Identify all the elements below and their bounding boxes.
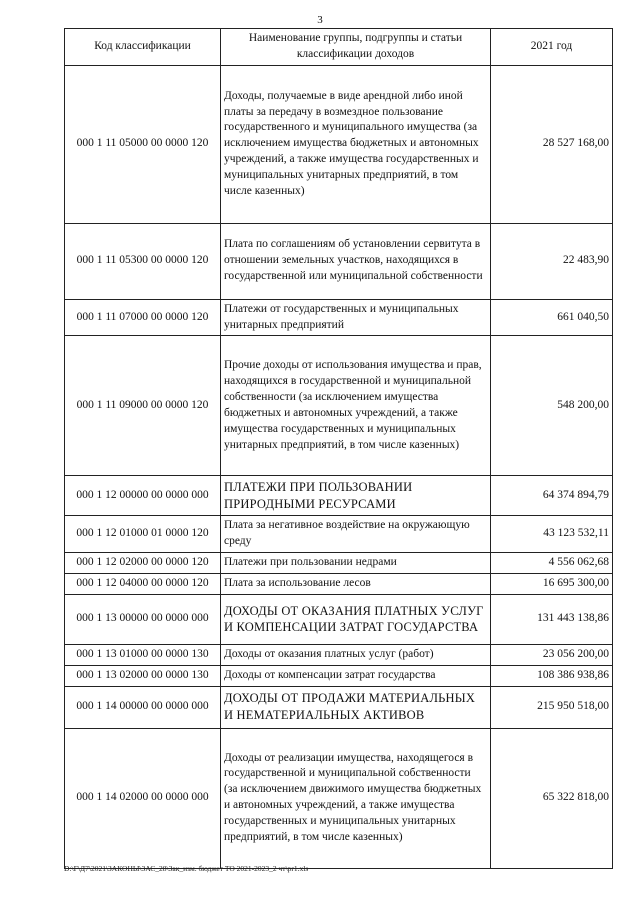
classification-code: 000 1 12 01000 01 0000 120 xyxy=(65,516,221,553)
table-row xyxy=(65,665,613,686)
classification-code: 000 1 11 07000 00 0000 120 xyxy=(65,299,221,336)
table-row xyxy=(65,223,613,299)
table-row xyxy=(65,594,613,644)
revenue-name: Платежи при пользовании недрами xyxy=(221,553,491,574)
classification-code: 000 1 12 00000 00 0000 000 xyxy=(65,476,221,516)
classification-code: 000 1 12 04000 00 0000 120 xyxy=(65,574,221,595)
table-row xyxy=(65,686,613,728)
table-row xyxy=(65,516,613,553)
column-header-year: 2021 год xyxy=(491,29,613,66)
revenue-name: Платежи от государственных и муниципальных унитарных предприятий xyxy=(221,299,491,336)
table-row xyxy=(65,476,613,516)
classification-code: 000 1 12 02000 00 0000 120 xyxy=(65,553,221,574)
table-row xyxy=(65,299,613,336)
revenue-name: Плата по соглашениям об установлении сервитута в отношении земельных участков, находящихся в государственной или муниципальной собственности xyxy=(221,223,491,299)
table-row xyxy=(65,65,613,223)
footer-file-path: D:\Г\Д7\2021\ЗАКОНЫ\ЗАС_28\Зак_изм. бюджет ТО 2021-2023_2 чт\pr1.xls xyxy=(64,864,309,873)
revenue-name: Плата за использование лесов xyxy=(221,574,491,595)
table-header-row xyxy=(65,29,613,66)
classification-code: 000 1 14 00000 00 0000 000 xyxy=(65,686,221,728)
classification-code: 000 1 13 01000 00 0000 130 xyxy=(65,644,221,665)
amount-2021: 16 695 300,00 xyxy=(491,574,613,595)
revenue-name: ПЛАТЕЖИ ПРИ ПОЛЬЗОВАНИИ ПРИРОДНЫМИ РЕСУРСАМИ xyxy=(221,476,491,516)
amount-2021: 108 386 938,86 xyxy=(491,665,613,686)
revenue-name: ДОХОДЫ ОТ ОКАЗАНИЯ ПЛАТНЫХ УСЛУГ И КОМПЕНСАЦИИ ЗАТРАТ ГОСУДАРСТВА xyxy=(221,594,491,644)
amount-2021: 22 483,90 xyxy=(491,223,613,299)
amount-2021: 23 056 200,00 xyxy=(491,644,613,665)
table-row xyxy=(65,553,613,574)
classification-code: 000 1 11 09000 00 0000 120 xyxy=(65,336,221,476)
classification-code: 000 1 11 05300 00 0000 120 xyxy=(65,223,221,299)
classification-code: 000 1 11 05000 00 0000 120 xyxy=(65,65,221,223)
revenue-name: Доходы от реализации имущества, находящегося в государственной и муниципальной собственности (за исключением движимого имущества бюджетных и автономных учреждений, а также имущества государственных и муниципальных унитарных предприятий, в том числе казенных) xyxy=(221,728,491,868)
classification-code: 000 1 13 02000 00 0000 130 xyxy=(65,665,221,686)
amount-2021: 28 527 168,00 xyxy=(491,65,613,223)
column-header-code: Код классификации xyxy=(65,29,221,66)
revenue-name: Прочие доходы от использования имущества и прав, находящихся в государственной и муниципальной собственности (за исключением имущества бюджетных и автономных учреждений, а также имущества государственных и муниципальных унитарных предприятий, в том числе казенных) xyxy=(221,336,491,476)
amount-2021: 43 123 532,11 xyxy=(491,516,613,553)
table-row xyxy=(65,728,613,868)
revenue-classification-table xyxy=(64,28,613,869)
revenue-name: Плата за негативное воздействие на окружающую среду xyxy=(221,516,491,553)
revenue-name: ДОХОДЫ ОТ ПРОДАЖИ МАТЕРИАЛЬНЫХ И НЕМАТЕРИАЛЬНЫХ АКТИВОВ xyxy=(221,686,491,728)
classification-code: 000 1 13 00000 00 0000 000 xyxy=(65,594,221,644)
page-number: 3 xyxy=(317,14,323,26)
revenue-name: Доходы от компенсации затрат государства xyxy=(221,665,491,686)
revenue-name: Доходы от оказания платных услуг (работ) xyxy=(221,644,491,665)
amount-2021: 4 556 062,68 xyxy=(491,553,613,574)
amount-2021: 661 040,50 xyxy=(491,299,613,336)
amount-2021: 65 322 818,00 xyxy=(491,728,613,868)
table-row xyxy=(65,574,613,595)
amount-2021: 131 443 138,86 xyxy=(491,594,613,644)
amount-2021: 215 950 518,00 xyxy=(491,686,613,728)
amount-2021: 548 200,00 xyxy=(491,336,613,476)
column-header-name: Наименование группы, подгруппы и статьи классификации доходов xyxy=(221,29,491,66)
table-row xyxy=(65,336,613,476)
amount-2021: 64 374 894,79 xyxy=(491,476,613,516)
table-row xyxy=(65,644,613,665)
classification-code: 000 1 14 02000 00 0000 000 xyxy=(65,728,221,868)
revenue-name: Доходы, получаемые в виде арендной либо иной платы за передачу в возмездное пользование государственного и муниципального имущества (за исключением имущества бюджетных и автономных учреждений, а также имущества государственных и муниципальных унитарных предприятий, в том числе казенных) xyxy=(221,65,491,223)
